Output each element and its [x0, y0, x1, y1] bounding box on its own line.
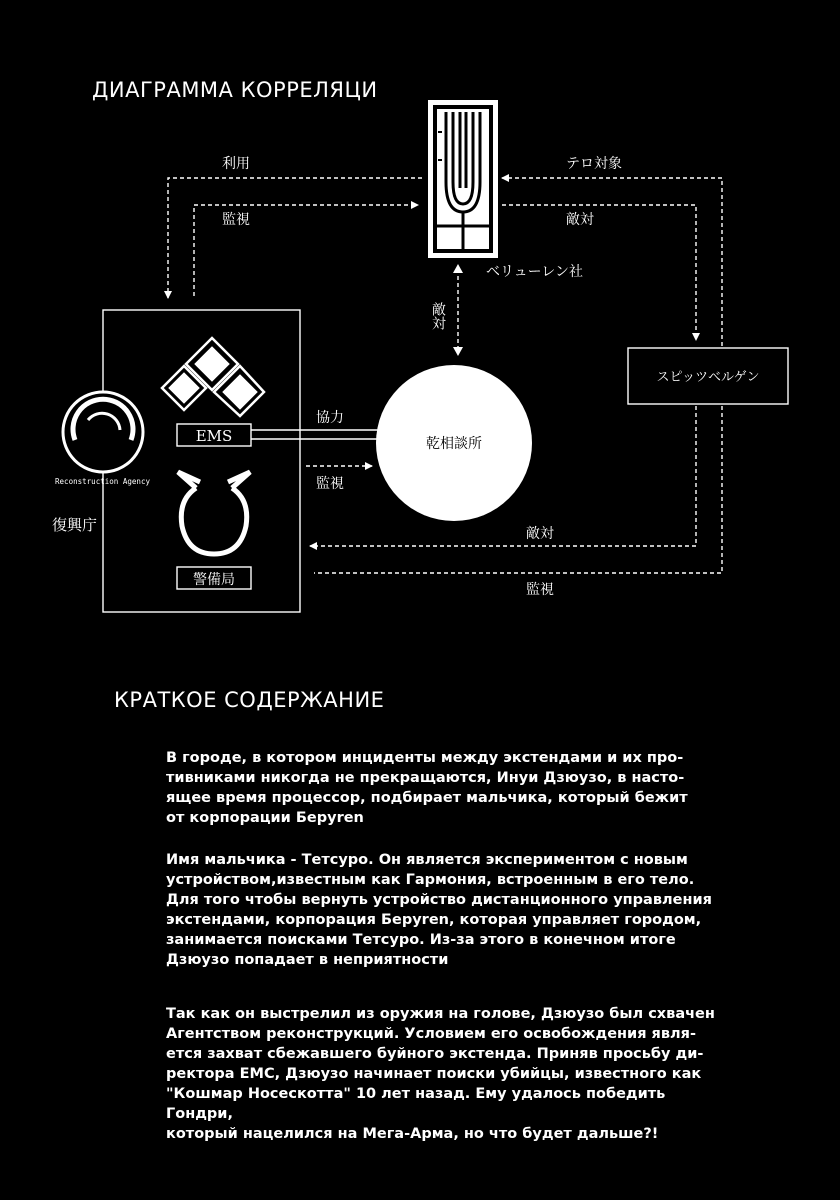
edge-kanshi-mid-label: 監視: [316, 476, 344, 492]
keibi-label: 警備局: [193, 572, 235, 588]
edge-tero-line: [502, 178, 722, 346]
fukko-label: 復興庁: [52, 516, 98, 534]
reconstruction-agency-logo-icon: [55, 392, 150, 486]
edge-kyouryoku-label: 協力: [316, 410, 344, 426]
summary-paragraph-3: Так как он выстрелил из оружия на голове, Дзюузо был схвачен Агентством реконструкций. Условием его освобождения явля- ется захват сбежавшего буйного экстенда. Приняв просьбу ди- ректора ЕМС, Дзюузо начинает поиски убийцы, известного как "Кошмар Носескотта" 10 лет назад. Ему удалось победить Гондри, который нацелился на Мега-Арма, но что будет дальше?!: [166, 1006, 715, 1142]
inui-label: 乾相談所: [426, 436, 482, 452]
diagram-title: ДИАГРАММА КОРРЕЛЯЦИ: [92, 78, 378, 102]
edge-tekitai-top-label: 敵対: [566, 212, 594, 228]
summary-title: КРАТКОЕ СОДЕРЖАНИЕ: [114, 688, 385, 712]
edge-tekitai-vertical-label: 敵対: [430, 302, 446, 330]
summary-text: [166, 748, 726, 1166]
reconstruction-agency-logo-text: Reconstruction Agency: [55, 477, 151, 486]
edge-kanshi-bottom-label: 監視: [526, 582, 554, 598]
summary-paragraph-2: Имя мальчика - Тетсуро. Он является экспериментом с новым устройством,известным как Гармония, встроенным в его тело. Для того чтобы вернуть устройство дистанционного управления экстендами, корпорация Беруren, которая управляет городом, занимается поисками Тетсуро. Из-за этого в конечном итоге Дзюузо попадает в неприятности: [166, 852, 712, 968]
beruren-label: ベリューレン社: [486, 264, 583, 280]
ems-emblem-icon: [162, 338, 264, 416]
ems-label: EMS: [195, 427, 233, 445]
spitz-label: スピッツベルゲン: [656, 370, 760, 385]
edge-riyou-line: [168, 178, 422, 298]
edge-tekitai-bottom-label: 敵対: [526, 526, 554, 542]
summary-paragraph-1: В городе, в котором инциденты между экстендами и их про- тивниками никогда не прекращаются, Инуи Дзюузо, в насто- ящее время процессор, подбирает мальчика, который бежит от корпорации Беруren: [166, 750, 688, 826]
edge-riyou-label: 利用: [222, 156, 250, 172]
edge-tero-label: テロ対象: [566, 156, 622, 172]
keibi-emblem-icon: [178, 472, 250, 554]
beruren-emblem-icon: [428, 100, 498, 258]
edge-kanshi-top-label: 監視: [222, 212, 250, 228]
